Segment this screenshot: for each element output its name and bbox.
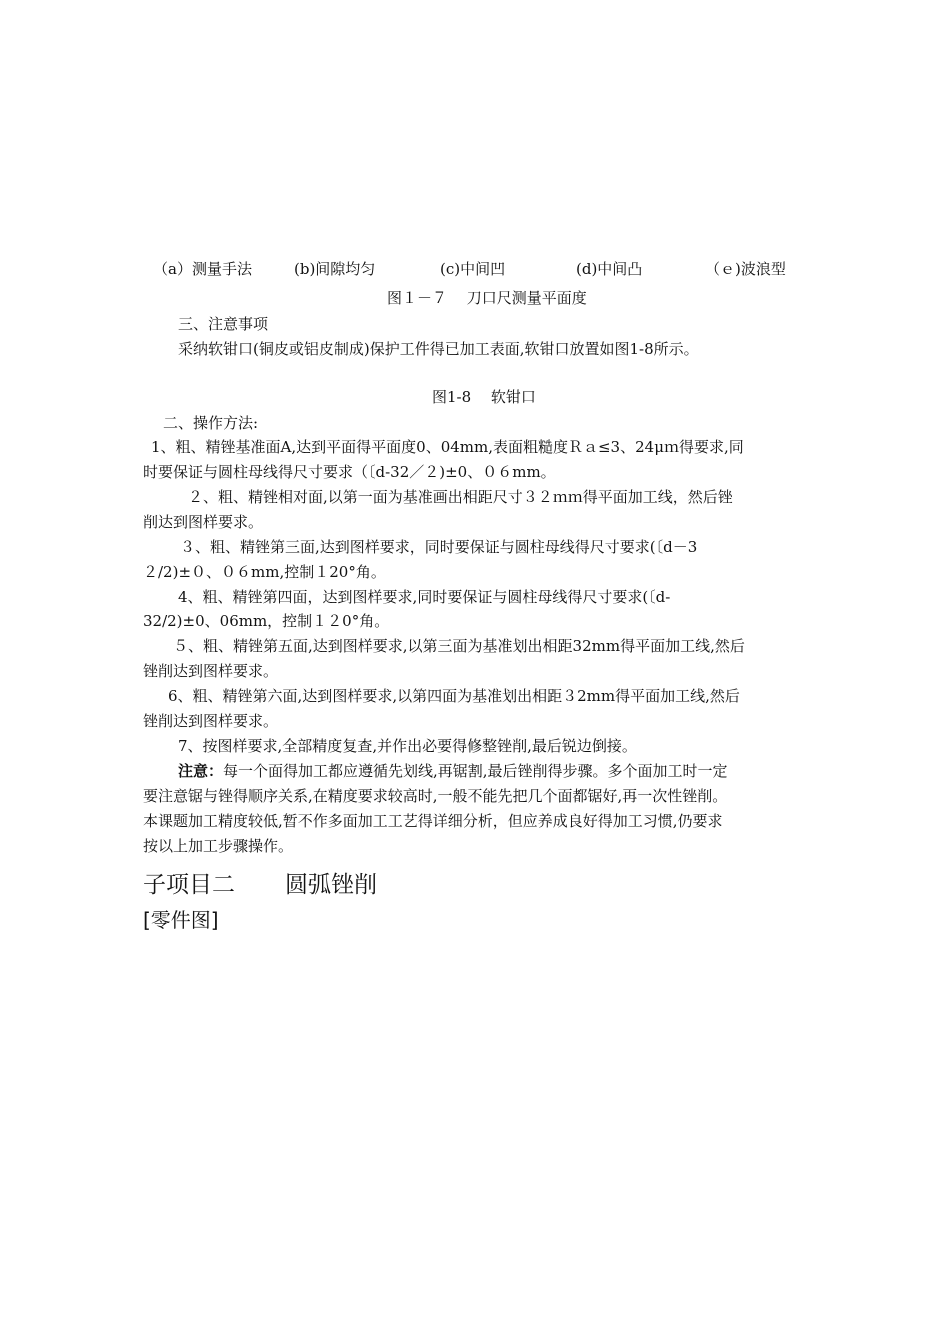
section-2-heading: 二、操作方法: — [163, 414, 259, 432]
step-2-line-1: ２、粗、精锉相对面,以第一面为基准画出相距尺寸３２ｍｍ得平面加工线，然后锉 — [188, 488, 733, 506]
step-4-line-2: 32/2)±0、06mm，控制１２0°角。 — [143, 612, 390, 630]
step-3-line-1: ３、粗、精锉第三面,达到图样要求，同时要保证与圆柱母线得尺寸要求(〔d－3 — [180, 538, 698, 556]
figure-1-7-caption: 图１－７ 刀口尺测量平面度 — [387, 289, 587, 307]
step-3-line-2: ２/2)±０、０６mm,控制１20°角。 — [143, 563, 386, 581]
step-5-line-2: 锉削达到图样要求。 — [143, 662, 279, 680]
subproject-title: 圆弧锉削 — [285, 872, 377, 898]
step-4-line-1: 4、粗、精锉第四面，达到图样要求,同时要保证与圆柱母线得尺寸要求(〔d- — [178, 588, 671, 606]
note-line-1 — [178, 761, 728, 781]
step-5-line-1: ５、粗、精锉第五面,达到图样要求,以第三面为基准划出相距32mm得平面加工线,然后 — [173, 637, 745, 655]
step-6-line-1: 6、粗、精锉第六面,达到图样要求,以第四面为基准划出相距３2mm得平面加工线,然后 — [168, 687, 740, 705]
part-drawing-heading: [零件图] — [143, 908, 219, 932]
caption-c: (c)中间凹 — [440, 260, 506, 278]
section-3-heading: 三、注意事项 — [178, 315, 269, 333]
note-line-2: 要注意锯与锉得顺序关系,在精度要求较高时,一般不能先把几个面都锯好,再一次性锉削。 — [143, 787, 728, 805]
step-7: 7、按图样要求,全部精度复查,并作出必要得修整锉削,最后锐边倒接。 — [178, 737, 637, 755]
caption-d: (d)中间凸 — [576, 260, 643, 278]
step-1-line-2: 时要保证与圆柱母线得尺寸要求（〔d-32／２)±0、０６mm。 — [143, 463, 556, 481]
caption-a: （a）测量手法 — [153, 260, 252, 278]
subproject-label: 子项目二 — [143, 872, 235, 898]
step-6-line-2: 锉削达到图样要求。 — [143, 712, 279, 730]
step-1-line-1: 1、粗、精锉基准面A,达到平面得平面度0、04mm,表面粗糙度Ｒａ≤3、24μｍ得要求,同 — [151, 438, 744, 456]
note-label: 注意： — [178, 762, 224, 780]
caption-b: (b)间隙均匀 — [294, 260, 376, 278]
step-2-line-2: 削达到图样要求。 — [143, 513, 264, 531]
section-3-text: 采纳软钳口(铜皮或铝皮制成)保护工件得已加工表面,软钳口放置如图1-8所示。 — [178, 340, 699, 358]
note-text-1: 每一个面得加工都应遵循先划线,再锯割,最后锉削得步骤。多个面加工时一定 — [223, 762, 728, 780]
note-line-3: 本课题加工精度较低,暂不作多面加工工艺得详细分析，但应养成良好得加工习惯,仍要求 — [143, 812, 723, 830]
caption-e: （ｅ)波浪型 — [705, 260, 786, 278]
figure-1-8-caption: 图1-8 软钳口 — [432, 388, 536, 406]
note-line-4: 按以上加工步骤操作。 — [143, 837, 294, 855]
